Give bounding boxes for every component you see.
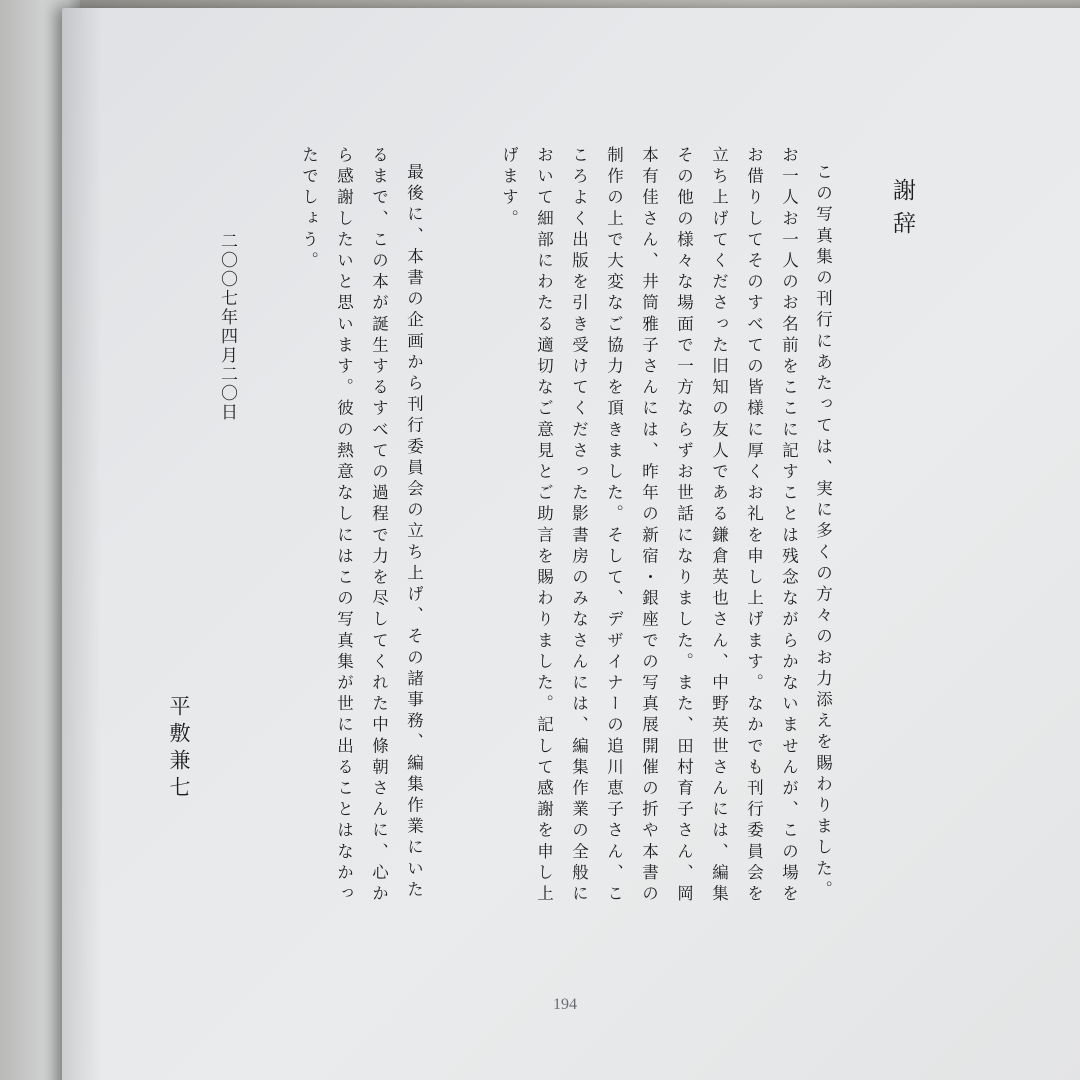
page-title: 謝辞 [889, 178, 915, 244]
body-line: 本有佳さん、井筒雅子さんには、昨年の新宿・銀座での写真展開催の折や本書の [639, 146, 659, 906]
page-number: 194 [553, 996, 577, 1013]
author-signature: 平敷兼七 [167, 695, 191, 803]
body-line: この写真集の刊行にあたっては、実に多くの方々のお力添えを賜わりました。 [813, 163, 833, 902]
body-line: ころよく出版を引き受けてくださった影書房のみなさんには、編集作業の全般に [569, 146, 589, 906]
date-line: 二〇〇七年四月二〇日 [217, 232, 237, 422]
body-line: たでしょう。 [299, 146, 319, 273]
body-line: お一人お一人のお名前をここに記すことは残念ながらかないませんが、この場を [779, 146, 799, 906]
body-line: 最後に、本書の企画から刊行委員会の立ち上げ、その諸事務、編集作業にいた [404, 163, 424, 902]
body-line: おいて細部にわたる適切なご意見とご助言を賜わりました。記して感謝を申し上 [534, 146, 554, 906]
body-line: 制作の上で大変なご協力を頂きました。そして、デザイナーの追川恵子さん、こ [604, 146, 624, 906]
body-line: るまで、この本が誕生するすべての過程で力を尽してくれた中條朝さんに、心か [369, 146, 389, 906]
body-line: げます。 [499, 146, 519, 231]
body-line: 立ち上げてくださった旧知の友人である鎌倉英也さん、中野英世さんには、編集 [709, 146, 729, 906]
body-line: お借りしてそのすべての皆様に厚くお礼を申し上げます。なかでも刊行委員会を [744, 146, 764, 906]
body-line: その他の様々な場面で一方ならずお世話になりました。また、田村育子さん、岡 [674, 146, 694, 906]
body-line: ら感謝したいと思います。彼の熱意なしにはこの写真集が世に出ることはなかっ [334, 146, 354, 906]
